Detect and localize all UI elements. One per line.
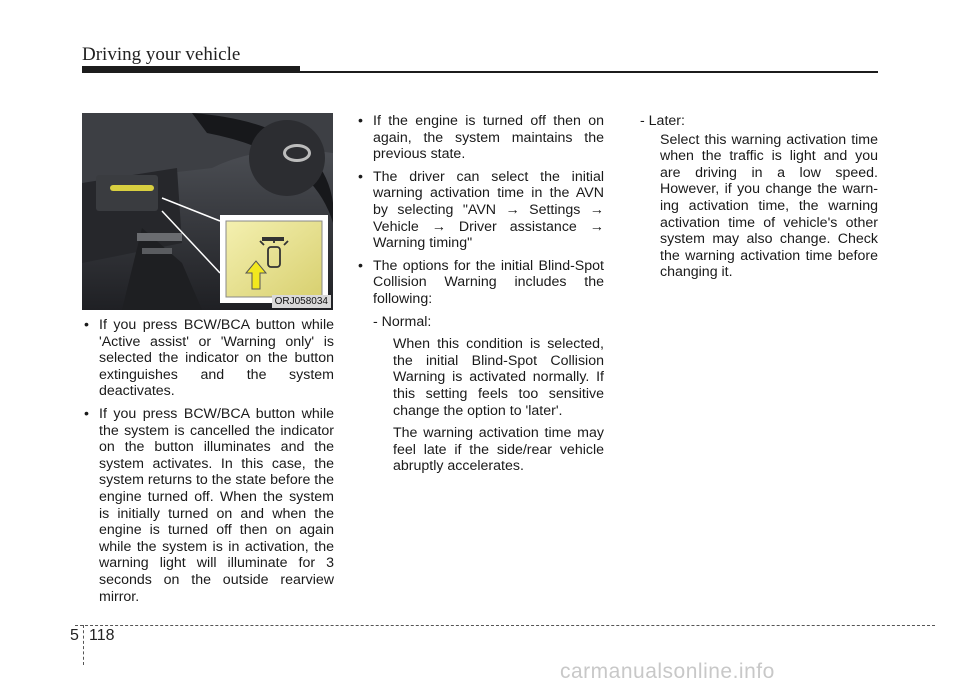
chapter-number: 5 bbox=[70, 627, 79, 644]
page-header-title: Driving your vehicle bbox=[82, 44, 241, 65]
column-1 bbox=[82, 317, 334, 611]
figure-code: ORJ058034 bbox=[272, 295, 331, 308]
bullet-item: • If you press BCW/BCA button while the system is cancelled the indicator on the button illuminates and the system activates. In this case, the system returns to the state before the engine turned off. When the system is initially turned on and when the engine is turned off then on again while the system is in activation, the warning light will illuminate for 3 seconds on the outside rearview mirror. bbox=[82, 406, 334, 605]
bullet-item: • If the engine is turned off then on again, the system maintains the previous state. bbox=[356, 113, 604, 163]
bcw-button-illustration bbox=[82, 113, 333, 310]
header-bar bbox=[82, 66, 300, 73]
normal-paragraph: When this condition is selected, the initial Blind-Spot Collision Warning is activated normally. If this setting feels too sensitive change the option to 'later'. bbox=[393, 336, 604, 419]
header-rule bbox=[300, 71, 878, 73]
dashboard-image bbox=[82, 113, 333, 310]
later-paragraph: Select this warning activation time when the traffic is light and you are driving in a low speed. However, if you change the warn-ing activation time, the warning activation time of vehicle's other system may also change. Check the warning activation time before changing it. bbox=[660, 131, 878, 281]
footer-divider bbox=[83, 625, 84, 665]
normal-paragraph: The warning activation time may feel late if the side/rear vehicle abruptly accelerates. bbox=[393, 425, 604, 475]
column-2 bbox=[356, 113, 604, 475]
later-heading: - Later: bbox=[640, 113, 685, 129]
footer-rule bbox=[75, 625, 935, 626]
normal-heading: - Normal: bbox=[373, 313, 432, 330]
column-3 bbox=[630, 113, 878, 281]
bullet-item: • If you press BCW/BCA button while 'Active assist' or 'Warning only' is selected the indicator on the button extinguishes and the system deactivates. bbox=[82, 317, 334, 400]
page-number: 118 bbox=[89, 627, 115, 644]
watermark: carmanualsonline.info bbox=[560, 660, 775, 683]
bullet-item: • The driver can select the initial warning activation time in the AVN by selecting "AVN → Settings → Vehicle → Driver assistance → Warning timing" bbox=[356, 169, 604, 252]
bullet-item: • The options for the initial Blind-Spot Collision Warning includes the following: bbox=[356, 258, 604, 308]
